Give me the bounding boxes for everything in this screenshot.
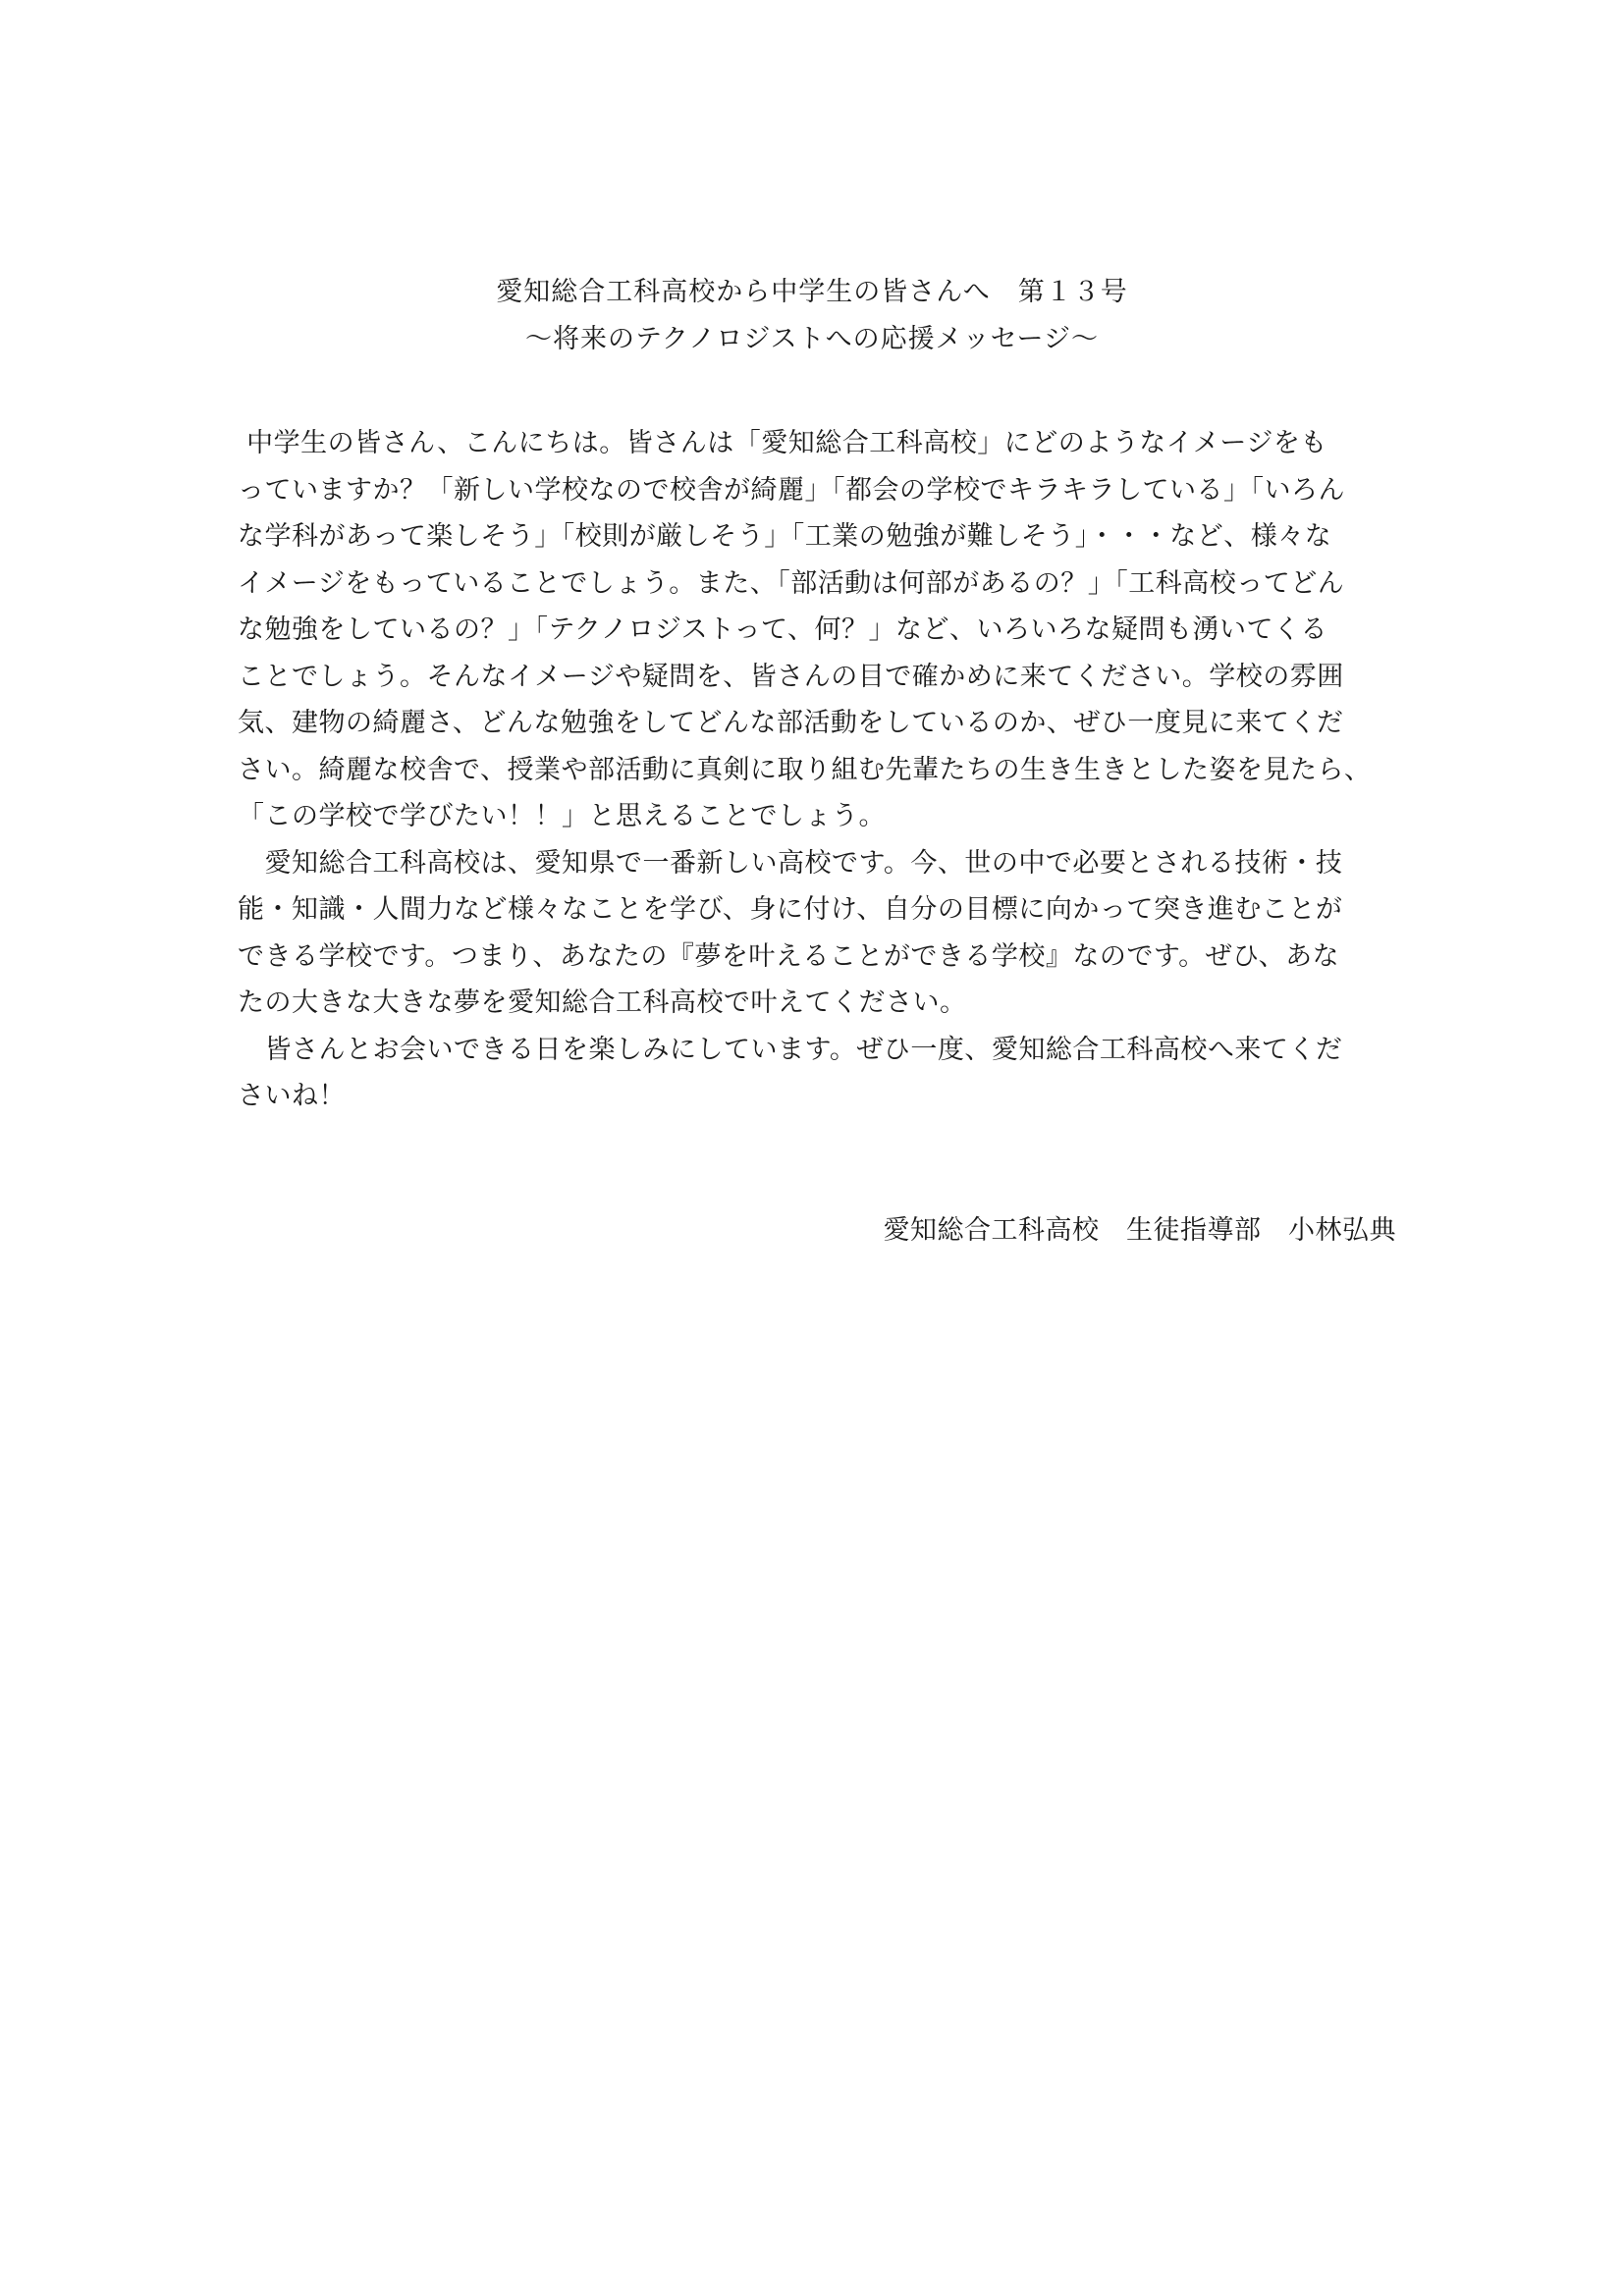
body-line: ことでしょう。そんなイメージや疑問を、皆さんの目で確かめに来てください。学校の雰囲 (238, 661, 1344, 692)
message-body (238, 420, 1396, 1120)
body-line: たの大きな大きな夢を愛知総合工科高校で叶えてください。 (238, 988, 967, 1018)
body-line: 気、建物の綺麗さ、どんな勉強をしてどんな部活動をしているのか、ぜひ一度見に来てくだ (238, 708, 1344, 738)
body-line: な学科があって楽しそう」「校則が厳しそう」「工業の勉強が難しそう」・・・など、様々な (238, 521, 1332, 552)
body-line: できる学校です。つまり、あなたの『夢を叶えることができる学校』なのです。ぜひ、あな (238, 940, 1340, 972)
document-header (0, 269, 1624, 363)
body-line: な勉強をしているの？」「テクノロジストって、何？」など、いろいろな疑問も湧いてくる (238, 614, 1327, 645)
body-line: さい。綺麗な校舎で、授業や部活動に真剣に取り組む先輩たちの生き生きとした姿を見たら、 (238, 754, 1372, 785)
body-line: さいね！ (238, 1081, 346, 1111)
body-line: っていますか？「新しい学校なので校舎が綺麗」「都会の学校でキラキラしている」「いろん (238, 474, 1345, 506)
body-line: 愛知総合工科高校は、愛知県で一番新しい高校です。今、世の中で必要とされる技術・技 (238, 847, 1343, 879)
body-line: 「この学校で学びたい！！」と思えることでしょう。 (238, 801, 886, 831)
body-line: 中学生の皆さん、こんにちは。皆さんは「愛知総合工科高校」にどのようなイメージをも (238, 428, 1327, 458)
newsletter-title: 愛知総合工科高校から中学生の皆さんへ 第１３号 (496, 277, 1128, 307)
body-line: 能・知識・人間力など様々なことを学び、身に付け、自分の目標に向かって突き進むことが (238, 894, 1343, 925)
author-signature: 愛知総合工科高校 生徒指導部 小林弘典 (883, 1215, 1396, 1246)
body-line: 皆さんとお会いできる日を楽しみにしています。ぜひ一度、愛知総合工科高校へ来てくだ (238, 1034, 1343, 1065)
newsletter-subtitle: 〜将来のテクノロジストへの応援メッセージ〜 (525, 324, 1099, 354)
body-line: イメージをもっていることでしょう。また、「部活動は何部があるの？」「工科高校ってどん (238, 567, 1345, 599)
